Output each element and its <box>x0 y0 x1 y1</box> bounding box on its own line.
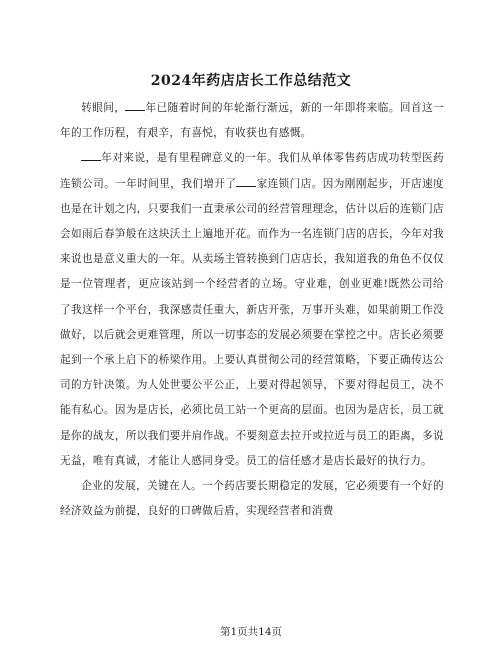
paragraph-2-text-b: 年对来说，是有里程碑意义的一年。我们从单体零售药店成功转型医药连锁公司。一年时间里，我们增开了 <box>60 152 444 190</box>
paragraph-2 <box>60 146 444 474</box>
paragraph-2-text-c: 家连锁门店。因为刚刚起步，开店速度也是在计划之内，只要我们一直秉承公司的经营管理理念，估计以后的连锁门店会如雨后春笋般在这块沃土上遍地开花。而作为一名连锁门店的店长，今年对我来说也是意义重大的一年。从卖场主管转换到门店店长，我知道我的角色不仅仅是一位管理者，更应该站到一个经营者的立场。守业难，创业更难!既然公司给了我这样一个平台，我深感责任重大，新店开张，万事开头难，如果前期工作没做好，以后就会更难管理，所以一切事态的发展必须要在掌控之中。店长必须要起到一个承上启下的桥梁作用。上要认真贯彻公司的经营策略，下要正确传达公司的方针决策。为人处世要公平公正，上要对得起领导，下要对得起员工，决不能有私心。因为是店长，必须比员工站一个更高的层面。也因为是店长，员工就是你的战友，所以我们要并肩作战。不要刻意去拉开或拉近与员工的距离，多说无益，唯有真诚，才能让人感同身受。员工的信任感才是店长最好的执行力。 <box>60 177 444 467</box>
paragraph-1-text-b: 年已随着时间的年轮渐行渐远，新的一年即将来临。回首这一年的工作历程，有艰辛，有喜悦，有收获也有感慨。 <box>60 102 444 140</box>
page-number-footer: 第1页共14页 <box>219 626 283 638</box>
paragraph-3 <box>60 474 444 524</box>
paragraph-1 <box>60 96 444 146</box>
paragraph-1-text-a: 转眼间， <box>81 102 126 114</box>
document-title: 2024年药店店长工作总结范文 <box>150 73 352 89</box>
fill-in-blank <box>236 175 256 187</box>
fill-in-blank <box>81 149 101 161</box>
fill-in-blank <box>125 99 145 111</box>
paragraph-3-text: 企业的发展，关键在人。一个药店要长期稳定的发展，它必须要有一个好的经济效益为前提，良好的口碑做后盾，实现经营者和消费 <box>60 480 444 518</box>
document-body <box>60 96 444 524</box>
